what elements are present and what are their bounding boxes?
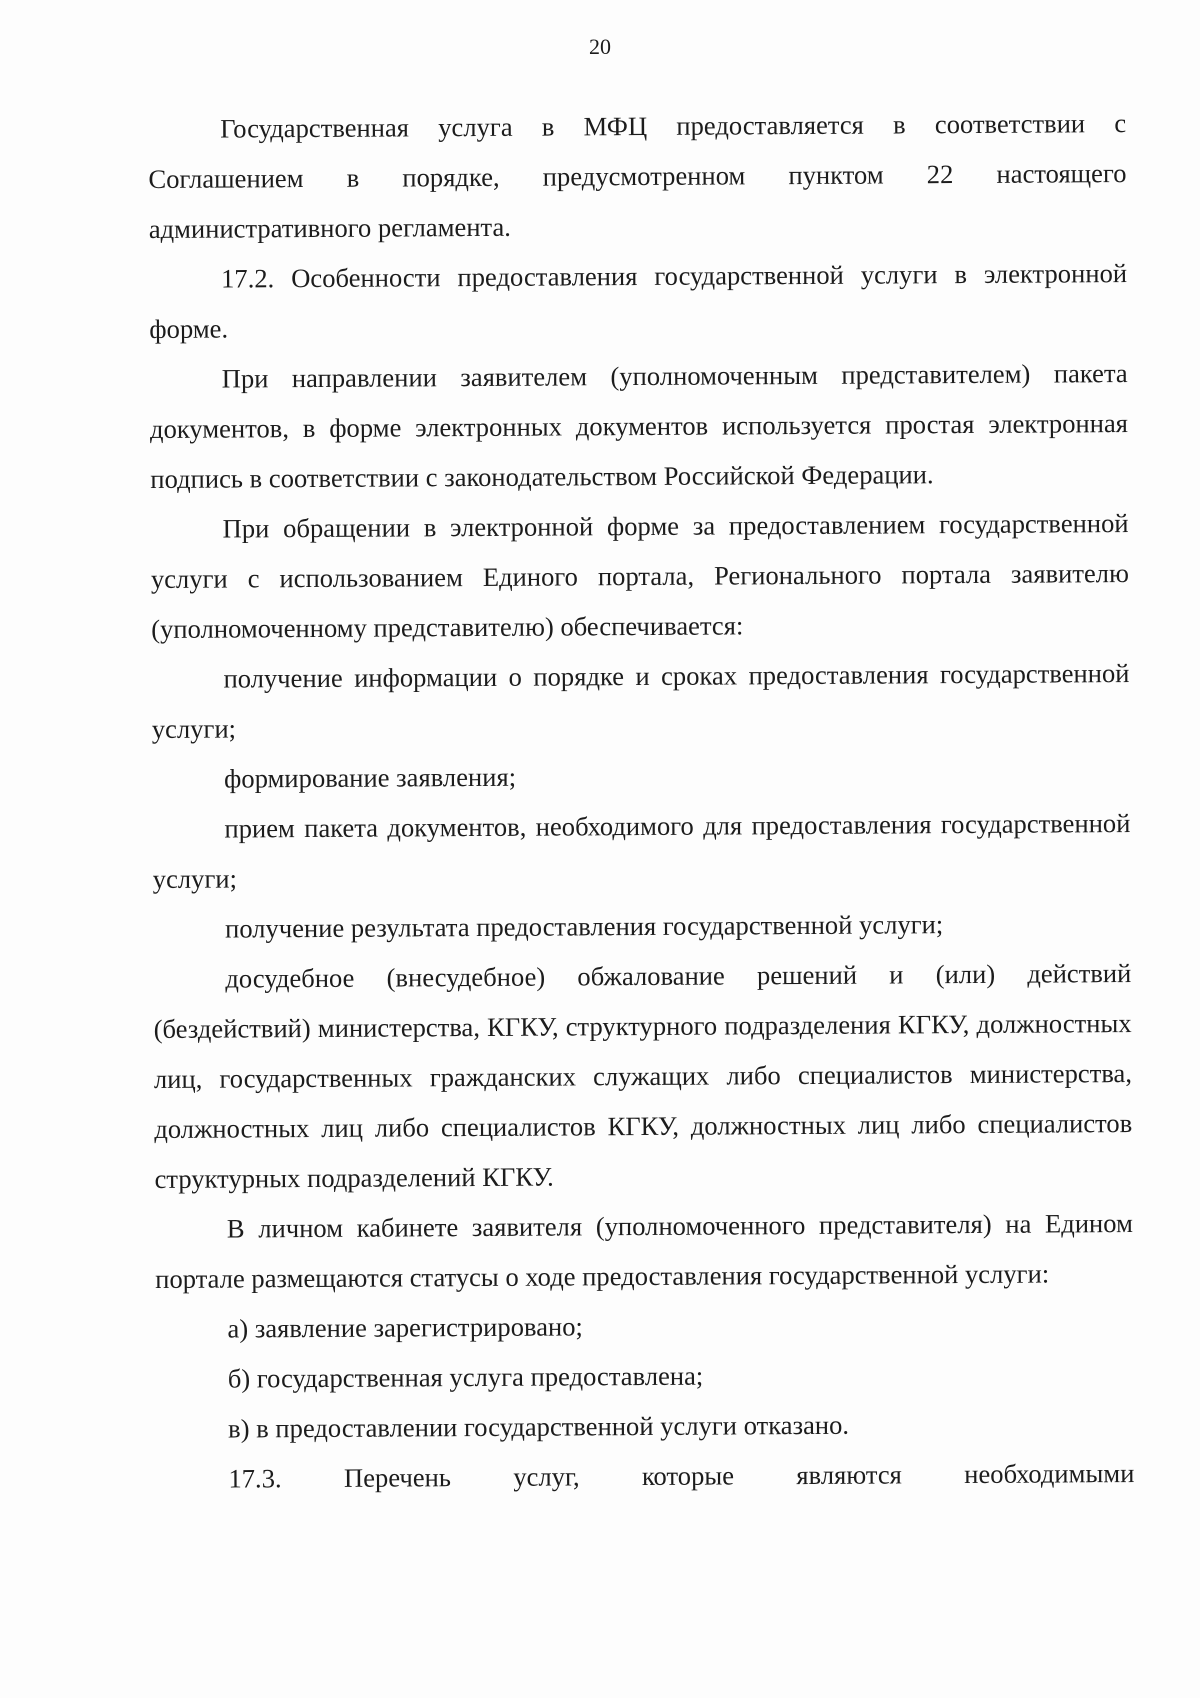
list-item-appeal: досудебное (внесудебное) обжалование решений и (или) действий (бездействий) министерства, КГКУ, структурного подразделения КГКУ, должностных лиц, государственных гражданских служащих либо специалистов министерства, должностных лиц либо специалистов КГКУ, должностных лиц либо специалистов структурных подразделений КГКУ. — [153, 958, 1133, 1194]
page-number: 20 — [589, 34, 611, 59]
paragraph-personal-account: В личном кабинете заявителя (уполномоченного представителя) на Едином портале размещаются статусы о ходе предоставления государственной услуги: — [155, 1208, 1133, 1294]
paragraph-electronic-request: При обращении в электронной форме за предоставлением государственной услуги с использованием Единого портала, Регионального портала заявителю (уполномоченному представителю) обеспечивается: — [150, 508, 1129, 644]
list-item-result: получение результата предоставления государственной услуги; — [224, 909, 944, 944]
list-item-application-forming: формирование заявления; — [224, 761, 517, 794]
status-item-provided: б) государственная услуга предоставлена; — [227, 1360, 704, 1394]
list-item-information: получение информации о порядке и сроках предоставления государственной услуги; — [151, 658, 1130, 744]
status-item-registered: а) заявление зарегистрировано; — [227, 1311, 583, 1344]
paragraph-electronic-signature: При направлении заявителем (уполномоченным представителем) пакета документов, в форме электронных документов используется простая электронная подпись в соответствии с законодательством Российской Федерации. — [149, 358, 1129, 494]
status-item-refused: в) в предоставлении государственной услуги отказано. — [228, 1409, 850, 1444]
heading-17-2: 17.2. Особенности предоставления государственной услуги в электронной форме. — [149, 258, 1128, 344]
heading-17-3: 17.3. Перечень услуг, которые являются необходимыми — [228, 1458, 1135, 1494]
document-body — [148, 98, 1135, 1504]
paragraph-mfc-service: Государственная услуга в МФЦ предоставляется в соответствии с Соглашением в порядке, предусмотренном пунктом 22 настоящего административного регламента. — [148, 108, 1127, 244]
list-item-documents-receipt: прием пакета документов, необходимого для предоставления государственной услуги; — [152, 808, 1131, 894]
